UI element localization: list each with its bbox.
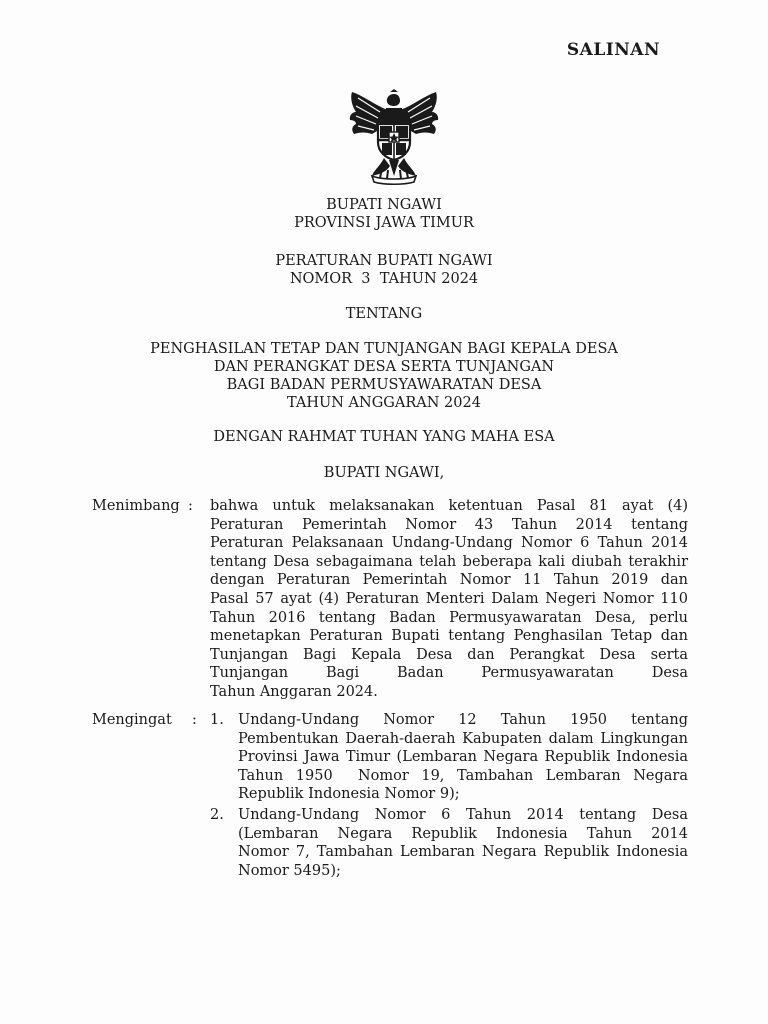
menimbang-colon: : [188,498,193,514]
item-text [238,711,688,804]
menimbang-line: Pasal 57 ayat (4) Peraturan Menteri Dalam Negeri Nomor 110 [210,590,688,607]
menimbang-line: Tahun 2016 tentang Badan Permusyawaratan Desa, perlu [210,609,688,626]
menimbang-line: menetapkan Peraturan Bupati tentang Penghasilan Tetap dan [210,628,688,645]
menimbang-line: bahwa untuk melaksanakan ketentuan Pasal 81 ayat (4) [210,498,688,514]
authority-province: PROVINSI JAWA TIMUR [294,215,474,231]
authority-heading [0,196,768,232]
menimbang-line: Tunjangan Bagi Kepala Desa dan Perangkat Desa serta [210,646,688,663]
mengingat-label: Mengingat [92,712,172,728]
mengingat-item [210,711,688,805]
item-text [238,806,688,880]
garuda-pancasila-emblem [342,88,446,188]
regulation-heading [0,252,768,288]
mengingat-colon: : [192,712,197,728]
menimbang-line: Tunjangan Bagi Badan Permusyawaratan Desa [210,665,688,682]
item-line: Undang-Undang Nomor 6 Tahun 2014 tentang Desa [238,807,688,823]
regulation-subject [0,340,768,412]
menimbang-label: Menimbang [92,498,180,514]
subject-line: BAGI BADAN PERMUSYAWARATAN DESA [226,377,542,393]
item-line: Republik Indonesia Nomor 9); [238,786,460,803]
item-line: Tahun 1950 Nomor 19, Tambahan Lembaran Negara [238,767,688,784]
subject-line: DAN PERANGKAT DESA SERTA TUNJANGAN [213,359,555,375]
authority-name: BUPATI NGAWI [326,197,442,213]
menimbang-text [210,497,688,702]
item-line: Undang-Undang Nomor 12 Tahun 1950 tentang [238,712,688,728]
mengingat-section [0,711,768,901]
item-line: (Lembaran Negara Republik Indonesia Tahun 2014 [238,825,688,842]
mengingat-item [210,806,688,882]
regulation-title: PERATURAN BUPATI NGAWI [275,253,493,269]
subject-line: PENGHASILAN TETAP DAN TUNJANGAN BAGI KEPALA DESA [150,341,618,357]
menimbang-line: dengan Peraturan Pemerintah Nomor 11 Tahun 2019 dan [210,572,688,589]
menimbang-line: Peraturan Pelaksanaan Undang-Undang Nomor 6 Tahun 2014 [210,535,688,552]
menimbang-section [0,497,768,707]
menimbang-line: Tahun Anggaran 2024. [210,683,378,700]
item-line: Nomor 7, Tambahan Lembaran Negara Republik Indonesia [238,844,688,861]
regulation-number: NOMOR 3 TAHUN 2024 [289,271,479,287]
item-line: Pembentukan Daerah-daerah Kabupaten dalam Lingkungan [238,730,688,747]
menimbang-line: tentang Desa sebagaimana telah beberapa kali diubah terakhir [210,553,688,570]
subject-line: TAHUN ANGGARAN 2024 [287,395,481,411]
invocation: DENGAN RAHMAT TUHAN YANG MAHA ESA [213,429,555,445]
item-line: Provinsi Jawa Timur (Lembaran Negara Republik Indonesia [238,749,688,766]
item-number: 1. [210,712,224,728]
menimbang-line: Peraturan Pemerintah Nomor 43 Tahun 2014 tentang [210,516,688,533]
item-line: Nomor 5495); [238,862,341,879]
about-heading: TENTANG [345,306,423,322]
salinan-stamp: SALINAN [566,40,660,60]
issuer: BUPATI NGAWI, [323,465,445,481]
item-number: 2. [210,807,224,823]
